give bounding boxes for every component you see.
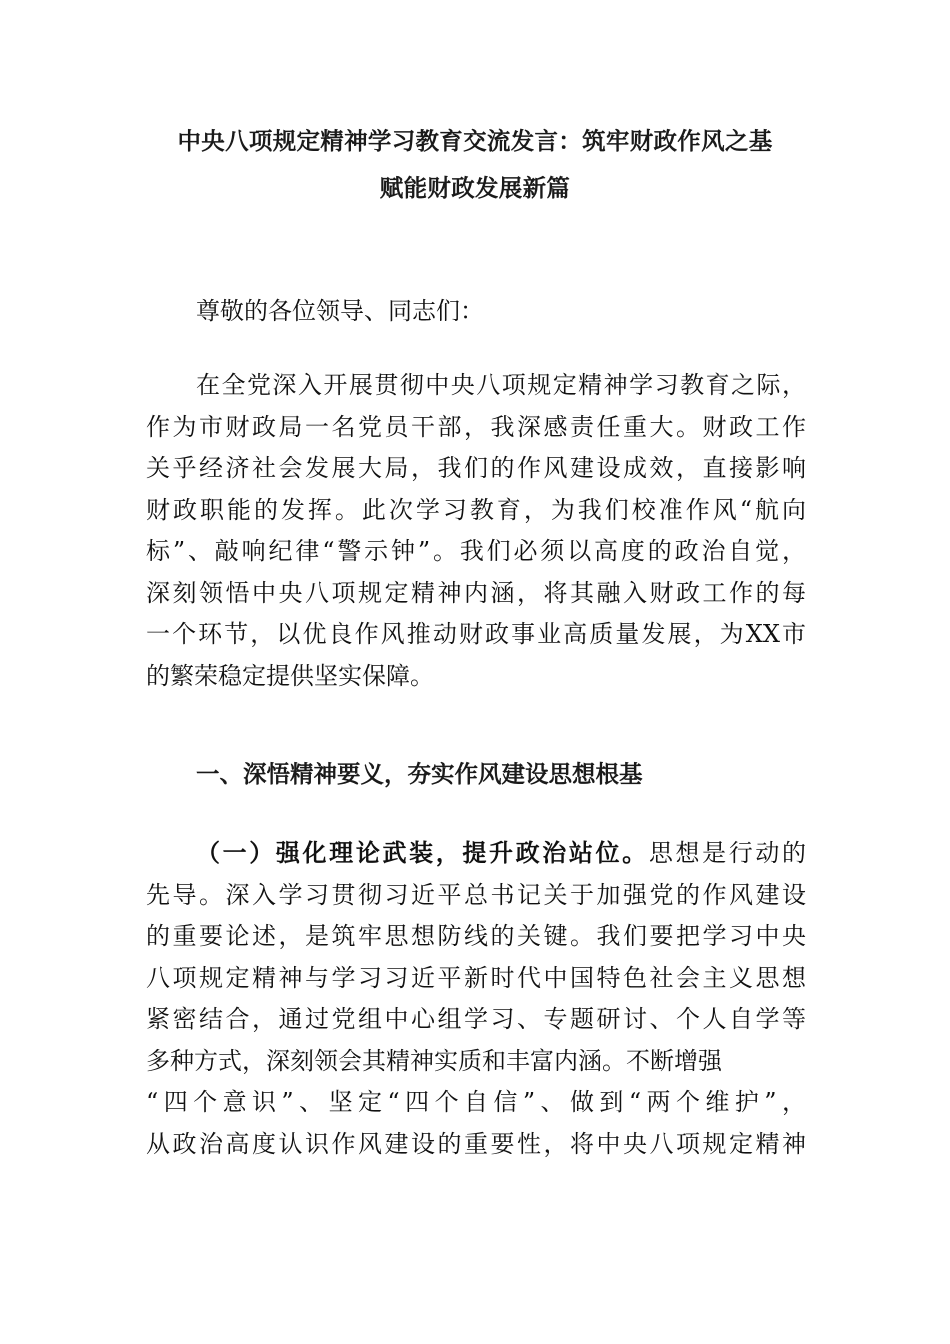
paragraph-section-1-1 (146, 833, 806, 1165)
section-heading-1: 一、深悟精神要义，夯实作风建设思想根基 (196, 760, 643, 788)
paragraph-line: 财政职能的发挥。此次学习教育，为我们校准作风“航向 (146, 495, 806, 524)
paragraph-line: “四个意识”、坚定“四个自信”、做到“两个维护”， (146, 1088, 806, 1116)
paragraph-line: 在全党深入开展贯彻中央八项规定精神学习教育之际， (196, 371, 806, 399)
paragraph-line: 作为市财政局一名党员干部，我深感责任重大。财政工作 (146, 412, 806, 441)
paragraph-line: 深刻领悟中央八项规定精神内涵，将其融入财政工作的每 (146, 578, 806, 607)
salutation: 尊敬的各位领导、同志们： (196, 297, 484, 325)
title-line-1: 中央八项规定精神学习教育交流发言：筑牢财政作风之基 (177, 127, 773, 155)
subsection-heading: （一）强化理论武装，提升政治站位。 (196, 839, 649, 867)
paragraph-line: 的繁荣稳定提供坚实保障。 (146, 661, 434, 690)
paragraph-line: 八项规定精神与学习习近平新时代中国特色社会主义思想 (146, 963, 806, 992)
paragraph-line: 的重要论述，是筑牢思想防线的关键。我们要把学习中央 (146, 922, 806, 950)
title-line-2: 赋能财政发展新篇 (379, 174, 571, 202)
paragraph-line: 先导。深入学习贯彻习近平总书记关于加强党的作风建设 (146, 880, 806, 909)
paragraph-line: 一个环节，以优良作风推动财政事业高质量发展，为XX市 (146, 620, 806, 648)
paragraph-line: 标”、敲响纪律“警示钟”。我们必须以高度的政治自觉， (146, 537, 806, 565)
document-title (140, 118, 810, 212)
paragraph-line: 关乎经济社会发展大局，我们的作风建设成效，直接影响 (146, 454, 806, 482)
paragraph-text: 思想是行动的 (648, 839, 807, 867)
paragraph-line: 紧密结合，通过党组中心组学习、专题研讨、个人自学等 (146, 1005, 806, 1033)
paragraph-line: 多种方式，深刻领会其精神实质和丰富内涵。不断增强 (146, 1046, 722, 1075)
paragraph-line-first (146, 833, 806, 875)
paragraph-line: 从政治高度认识作风建设的重要性，将中央八项规定精神 (146, 1129, 806, 1158)
paragraph-intro (146, 365, 806, 697)
